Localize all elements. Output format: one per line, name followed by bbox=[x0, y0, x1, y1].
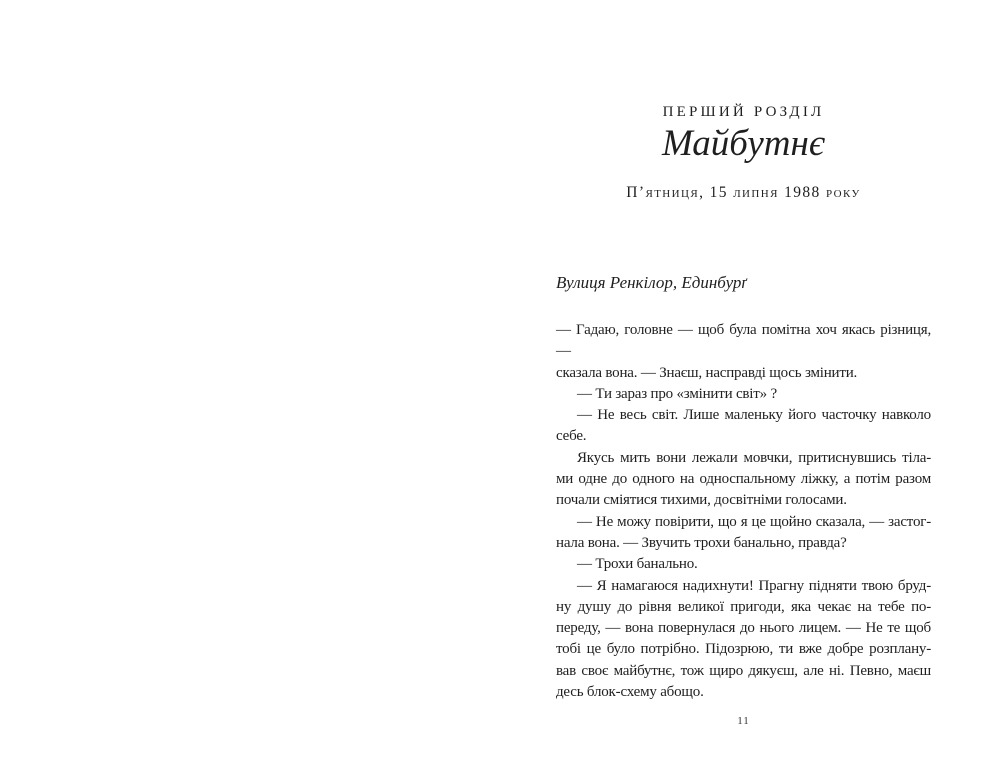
body-line: тобі це було потрібно. Підозрюю, ти вже добре розплану- bbox=[556, 641, 931, 658]
chapter-label: ПЕРШИЙ РОЗДІЛ bbox=[662, 104, 825, 120]
body-line: сказала вона. — Знаєш, насправді щось змінити. bbox=[556, 364, 858, 381]
body-line: — Не можу повірити, що я це щойно сказала, — застог- bbox=[577, 513, 931, 530]
body-line: — Я намагаюся надихнути! Прагну підняти твою бруд- bbox=[577, 577, 931, 594]
body-text bbox=[556, 320, 931, 703]
location-dateline: Вулиця Ренкілор, Единбурґ bbox=[556, 273, 747, 292]
body-line: переду, — вона повернулася до нього лицем. — Не те щоб bbox=[556, 620, 931, 637]
body-line: ми одне до одного на односпальному ліжку, а потім разом bbox=[556, 471, 931, 488]
chapter-title: Майбутнє bbox=[661, 123, 826, 164]
body-line: — Ти зараз про «змінити світ» ? bbox=[577, 385, 777, 402]
body-line: ну душу до рівня великої пригоди, яка чекає на тебе по- bbox=[556, 598, 931, 615]
body-line: — Трохи банально. bbox=[577, 556, 698, 573]
body-line: — Гадаю, головне — щоб була помітна хоч якась різниця, — bbox=[556, 322, 931, 360]
body-line: нала вона. — Звучить трохи банально, правда? bbox=[556, 534, 847, 551]
body-line: почали сміятися тихими, досвітніми голосами. bbox=[556, 492, 847, 509]
body-line: Якусь мить вони лежали мовчки, притиснувшись тіла- bbox=[577, 449, 931, 466]
body-line: себе. bbox=[556, 428, 587, 445]
body-line: вав своє майбутнє, тож щиро дякуєш, але ні. Певно, маєш bbox=[556, 662, 931, 679]
chapter-date: П’ятниця, 15 липня 1988 року bbox=[626, 184, 861, 201]
page-number: 11 bbox=[737, 715, 750, 727]
body-line: десь блок-схему абощо. bbox=[556, 684, 704, 701]
body-line: — Не весь світ. Лише маленьку його часточку навколо bbox=[577, 407, 931, 424]
book-page bbox=[556, 0, 931, 762]
